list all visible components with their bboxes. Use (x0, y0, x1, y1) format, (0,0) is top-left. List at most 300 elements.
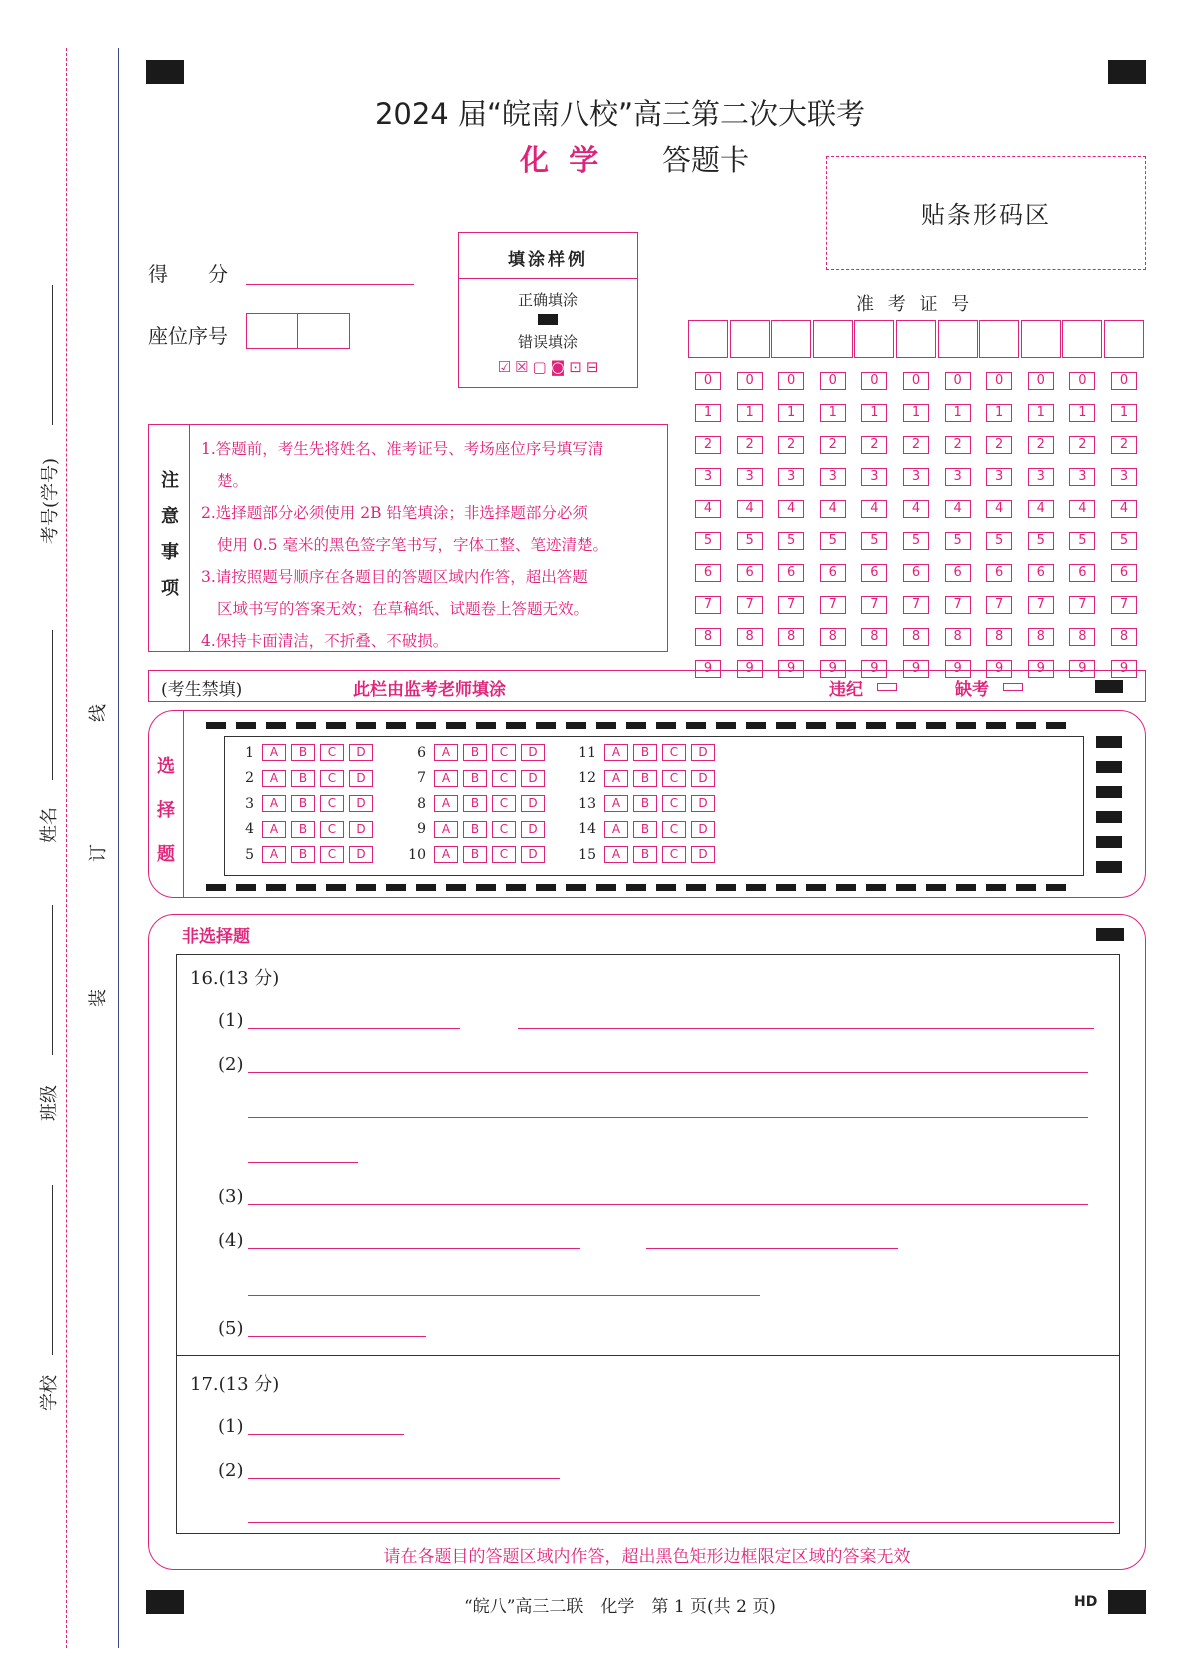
exam-id-box[interactable] (688, 320, 728, 358)
violation-label: 违纪 (829, 680, 863, 700)
exam-id-digit-bubble[interactable]: 9 (861, 660, 887, 678)
notes-line: 区域书写的答案无效；在草稿纸、试题卷上答题无效。 (217, 600, 590, 618)
exam-id-digit-bubble[interactable]: 5 (737, 532, 763, 550)
q16-part4-label: (4) (218, 1230, 244, 1251)
mc-title (155, 745, 177, 877)
exam-id-digit-bubble[interactable]: 2 (986, 436, 1012, 454)
exam-id-box[interactable] (813, 320, 853, 358)
exam-id-digit-bubble[interactable]: 6 (695, 564, 721, 582)
corner-marker-bl (146, 1590, 184, 1614)
mc-option-bubble[interactable]: C (320, 770, 344, 787)
mc-option-bubble[interactable]: D (349, 770, 373, 787)
notes-heading-char: 意 (161, 506, 179, 527)
mc-option-bubble[interactable]: B (633, 770, 657, 787)
mc-option-bubble[interactable]: D (521, 846, 545, 863)
exam-id-digit-bubble[interactable]: 7 (986, 596, 1012, 614)
mc-option-bubble[interactable]: D (691, 744, 715, 761)
mc-question-number: 13 (578, 795, 596, 812)
exam-id-digit-bubble[interactable]: 0 (1028, 372, 1054, 390)
exam-id-digit-bubble[interactable]: 4 (820, 500, 846, 518)
mc-question-number: 14 (578, 821, 596, 837)
exam-id-digit-bubble[interactable]: 4 (737, 500, 763, 518)
notes-text (201, 433, 661, 657)
mc-option-bubble[interactable]: D (521, 795, 545, 812)
exam-id-digit-bubble[interactable]: 5 (1069, 532, 1095, 550)
exam-id-digit-bubble[interactable]: 7 (695, 596, 721, 614)
mc-option-bubble[interactable]: D (521, 821, 545, 838)
exam-id-digit-bubble[interactable]: 6 (903, 564, 929, 582)
exam-id-digit-bubble[interactable]: 3 (820, 468, 846, 486)
proctor-bar (148, 670, 1146, 702)
mc-option-bubble[interactable]: C (492, 821, 516, 838)
exam-id-digit-bubble[interactable]: 3 (861, 468, 887, 486)
barcode-area (826, 156, 1146, 270)
mc-option-bubble[interactable]: C (662, 795, 686, 812)
mc-option-bubble[interactable]: D (349, 821, 373, 838)
exam-id-digit-bubble[interactable]: 1 (695, 404, 721, 422)
exam-id-box[interactable] (979, 320, 1019, 358)
exam-id-digit-column (903, 372, 929, 692)
exam-id-digit-bubble[interactable]: 8 (1069, 628, 1095, 646)
q16-label: 16.(13 分) (190, 968, 280, 989)
mc-option-bubble[interactable]: A (262, 821, 286, 838)
corner-marker-tl (146, 60, 184, 84)
exam-id-digit-bubble[interactable]: 1 (861, 404, 887, 422)
mc-question-row (574, 821, 720, 838)
mc-option-bubble[interactable]: A (262, 795, 286, 812)
mc-option-bubble[interactable]: B (633, 821, 657, 838)
q17-part2-label: (2) (218, 1460, 244, 1481)
exam-id-digit-bubble[interactable]: 1 (1069, 404, 1095, 422)
exam-id-digit-bubble[interactable]: 2 (1069, 436, 1095, 454)
mc-option-bubble[interactable]: B (291, 770, 315, 787)
nonmc-title: 非选择题 (182, 927, 250, 947)
violation-bubble[interactable] (877, 683, 897, 691)
exam-id-digit-bubble[interactable]: 9 (820, 660, 846, 678)
footer-code: HD (1074, 1594, 1098, 1610)
mc-option-bubble[interactable]: B (291, 795, 315, 812)
notes-line: 2.选择题部分必须使用 2B 铅笔填涂；非选择题部分必须 (201, 504, 588, 522)
exam-id-digit-bubble[interactable]: 2 (737, 436, 763, 454)
q16-part3-line[interactable] (248, 1204, 1088, 1205)
exam-id-digit-bubble[interactable]: 6 (861, 564, 887, 582)
exam-id-digit-bubble[interactable]: 6 (986, 564, 1012, 582)
exam-id-digit-bubble[interactable]: 7 (1028, 596, 1054, 614)
mc-option-bubble[interactable]: B (291, 821, 315, 838)
exam-id-digit-column (1069, 372, 1095, 692)
mc-option-bubble[interactable]: A (434, 744, 458, 761)
notes-heading-char: 项 (161, 578, 179, 599)
q16-part2-line-3[interactable] (248, 1162, 358, 1163)
mc-question-number: 6 (417, 744, 426, 761)
exam-id-digit-bubble[interactable]: 3 (903, 468, 929, 486)
mc-option-bubble[interactable]: C (662, 744, 686, 761)
mc-option-bubble[interactable]: D (349, 795, 373, 812)
wrong-mark-sample: ☒ (515, 358, 529, 376)
exam-id-digit-bubble[interactable]: 1 (1028, 404, 1054, 422)
mc-option-bubble[interactable]: C (662, 770, 686, 787)
mc-option-bubble[interactable]: A (434, 821, 458, 838)
mc-option-bubble[interactable]: C (492, 744, 516, 761)
nonmc-marker (1096, 928, 1124, 941)
exam-id-digit-bubble[interactable]: 1 (945, 404, 971, 422)
mc-option-bubble[interactable]: B (633, 795, 657, 812)
wrong-mark-sample: ◙ (550, 358, 566, 376)
exam-id-digit-bubble[interactable]: 7 (1111, 596, 1137, 614)
mc-option-bubble[interactable]: A (262, 744, 286, 761)
exam-id-digit-bubble[interactable]: 1 (903, 404, 929, 422)
exam-id-digit-bubble[interactable]: 5 (1111, 532, 1137, 550)
sidebar-install-char: 装 (88, 989, 109, 1007)
exam-id-digit-bubble[interactable]: 8 (778, 628, 804, 646)
exam-id-digit-bubble[interactable]: 5 (945, 532, 971, 550)
exam-id-digit-bubble[interactable]: 7 (903, 596, 929, 614)
exam-id-digit-bubble[interactable]: 0 (820, 372, 846, 390)
exam-id-digit-column (1111, 372, 1137, 692)
mc-option-bubble[interactable]: B (633, 846, 657, 863)
exam-id-box[interactable] (938, 320, 978, 358)
mc-option-bubble[interactable]: B (291, 744, 315, 761)
exam-id-digit-bubble[interactable]: 9 (903, 660, 929, 678)
exam-id-digit-bubble[interactable]: 8 (945, 628, 971, 646)
sidebar-class-label: 班级 (39, 1085, 60, 1121)
exam-id-digit-bubble[interactable]: 0 (986, 372, 1012, 390)
mc-option-bubble[interactable]: A (262, 770, 286, 787)
exam-id-digit-bubble[interactable]: 8 (903, 628, 929, 646)
mc-option-bubble[interactable]: B (463, 821, 487, 838)
mc-option-bubble[interactable]: D (521, 744, 545, 761)
exam-id-box[interactable] (1104, 320, 1144, 358)
exam-id-box[interactable] (771, 320, 811, 358)
proctor-text: 此栏由监考老师填涂 (353, 680, 506, 700)
sidebar-line-char: 线 (88, 704, 109, 722)
footer-warning: 请在各题目的答题区域内作答，超出黑色矩形边框限定区域的答案无效 (383, 1547, 911, 1567)
exam-id-digit-bubble[interactable]: 3 (945, 468, 971, 486)
exam-id-digit-bubble[interactable]: 0 (903, 372, 929, 390)
mc-question-row (232, 846, 378, 863)
mc-option-bubble[interactable]: C (320, 795, 344, 812)
mc-option-bubble[interactable]: B (463, 846, 487, 863)
q16-part2-line-1[interactable] (248, 1072, 1088, 1073)
score-label: 得 分 (148, 262, 228, 286)
q17-part1-line[interactable] (248, 1434, 404, 1435)
exam-id-digit-bubble[interactable]: 9 (778, 660, 804, 678)
mc-question-number: 15 (578, 846, 596, 863)
exam-id-digit-bubble[interactable]: 8 (861, 628, 887, 646)
exam-id-digit-column (737, 372, 763, 692)
mc-option-bubble[interactable]: A (604, 744, 628, 761)
exam-id-digit-bubble[interactable]: 3 (986, 468, 1012, 486)
q16-part4-line-b[interactable] (646, 1248, 898, 1249)
q17-part2-line[interactable] (248, 1478, 560, 1479)
mc-question-row (404, 770, 550, 787)
exam-no-field[interactable] (52, 285, 53, 425)
mc-option-bubble[interactable]: C (320, 846, 344, 863)
wrong-mark-sample: ⊟ (585, 358, 599, 376)
exam-id-box[interactable] (854, 320, 894, 358)
timing-track-bottom (206, 884, 1076, 891)
mc-option-bubble[interactable]: C (320, 744, 344, 761)
exam-id-digit-bubble[interactable]: 2 (903, 436, 929, 454)
exam-id-digit-bubble[interactable]: 2 (778, 436, 804, 454)
proctor-forbidden: (考生禁填) (161, 680, 243, 700)
notes-heading-char: 注 (161, 470, 179, 491)
exam-id-box[interactable] (730, 320, 770, 358)
q16-part5-label: (5) (218, 1318, 244, 1339)
exam-id-digit-bubble[interactable]: 7 (737, 596, 763, 614)
exam-id-digit-bubble[interactable]: 6 (1028, 564, 1054, 582)
school-field[interactable] (52, 1185, 53, 1355)
exam-id-digit-bubble[interactable]: 0 (945, 372, 971, 390)
exam-id-digit-bubble[interactable]: 3 (737, 468, 763, 486)
footer-page-info: “皖八”高三二联 化学 第 1 页(共 2 页) (464, 1597, 776, 1617)
timing-marker (1096, 836, 1122, 848)
exam-id-digit-bubble[interactable]: 2 (945, 436, 971, 454)
absent-bubble[interactable] (1003, 683, 1023, 691)
mc-option-bubble[interactable]: D (691, 795, 715, 812)
mc-question-row (574, 744, 720, 761)
mc-option-bubble[interactable]: B (291, 846, 315, 863)
exam-id-digit-bubble[interactable]: 6 (1111, 564, 1137, 582)
exam-id-digit-bubble[interactable]: 9 (986, 660, 1012, 678)
q16-part2-line-2[interactable] (248, 1117, 1088, 1118)
timing-marker (1096, 761, 1122, 773)
exam-id-digit-bubble[interactable]: 9 (695, 660, 721, 678)
mc-option-bubble[interactable]: D (691, 846, 715, 863)
notes-line: 使用 0.5 毫米的黑色签字笔书写，字体工整、笔迹清楚。 (217, 536, 609, 554)
exam-id-digit-bubble[interactable]: 9 (1028, 660, 1054, 678)
mc-option-bubble[interactable]: B (633, 744, 657, 761)
exam-id-digit-bubble[interactable]: 9 (737, 660, 763, 678)
mc-question-number: 10 (408, 846, 426, 863)
mc-title-char: 择 (157, 800, 175, 821)
corner-marker-br (1108, 1590, 1146, 1614)
q17-part2-line-b[interactable] (248, 1522, 1114, 1523)
name-field[interactable] (52, 630, 53, 780)
wrong-mark-sample: ☑ (497, 358, 512, 376)
exam-id-digit-bubble[interactable]: 3 (778, 468, 804, 486)
seat-label: 座位序号 (148, 324, 228, 348)
notes-line: 4.保持卡面清洁，不折叠、不破损。 (201, 632, 449, 650)
exam-id-digit-bubble[interactable]: 9 (1069, 660, 1095, 678)
mc-option-bubble[interactable]: A (434, 795, 458, 812)
exam-id-digit-bubble[interactable]: 3 (1069, 468, 1095, 486)
exam-id-digit-bubble[interactable]: 3 (1028, 468, 1054, 486)
exam-id-digit-bubble[interactable]: 4 (1028, 500, 1054, 518)
exam-id-digit-bubble[interactable]: 4 (1111, 500, 1137, 518)
exam-id-digit-bubble[interactable]: 4 (861, 500, 887, 518)
exam-id-digit-bubble[interactable]: 2 (820, 436, 846, 454)
exam-id-digit-bubble[interactable]: 4 (945, 500, 971, 518)
exam-id-digit-bubble[interactable]: 6 (820, 564, 846, 582)
exam-id-digit-bubble[interactable]: 8 (1111, 628, 1137, 646)
exam-id-digit-bubble[interactable]: 8 (737, 628, 763, 646)
exam-id-digit-column (1028, 372, 1054, 692)
mc-title-char: 选 (157, 756, 175, 777)
notes-box (148, 424, 668, 652)
q16-part4-line-a[interactable] (248, 1248, 580, 1249)
mc-option-bubble[interactable]: B (463, 770, 487, 787)
exam-id-digit-bubble[interactable]: 3 (1111, 468, 1137, 486)
sidebar-name-label: 姓名 (39, 807, 60, 843)
exam-id-digit-bubble[interactable]: 6 (1069, 564, 1095, 582)
notes-heading-char: 事 (161, 542, 179, 563)
mc-question-row (232, 821, 378, 838)
mc-option-bubble[interactable]: C (492, 795, 516, 812)
exam-id-box[interactable] (1062, 320, 1102, 358)
exam-id-digit-bubble[interactable]: 4 (778, 500, 804, 518)
fill-wrong-samples (459, 358, 637, 376)
q16-part5-line[interactable] (248, 1336, 426, 1337)
exam-id-digit-bubble[interactable]: 5 (820, 532, 846, 550)
wrong-mark-sample: ⊡ (569, 358, 582, 376)
q17-label: 17.(13 分) (190, 1374, 280, 1395)
exam-id-digit-bubble[interactable]: 6 (737, 564, 763, 582)
exam-id-digit-bubble[interactable]: 5 (986, 532, 1012, 550)
mc-option-bubble[interactable]: C (492, 846, 516, 863)
mc-option-bubble[interactable]: A (434, 846, 458, 863)
timing-marker (1096, 811, 1122, 823)
exam-id-digit-bubble[interactable]: 9 (1111, 660, 1137, 678)
mc-option-bubble[interactable]: C (492, 770, 516, 787)
mc-option-bubble[interactable]: A (604, 770, 628, 787)
mc-question-row (232, 770, 378, 787)
exam-id-digit-bubble[interactable]: 8 (820, 628, 846, 646)
exam-id-digit-bubble[interactable]: 1 (986, 404, 1012, 422)
mc-question-row (232, 795, 378, 812)
mc-option-bubble[interactable]: C (662, 846, 686, 863)
exam-id-digit-bubble[interactable]: 0 (737, 372, 763, 390)
exam-id-digit-bubble[interactable]: 0 (1069, 372, 1095, 390)
exam-id-box[interactable] (1021, 320, 1061, 358)
exam-id-digit-bubble[interactable]: 9 (945, 660, 971, 678)
seat-field[interactable] (246, 313, 350, 349)
exam-id-digit-bubble[interactable]: 6 (778, 564, 804, 582)
mc-question-number: 11 (578, 744, 596, 761)
exam-id-box[interactable] (896, 320, 936, 358)
page-title: 2024 届“皖南八校”高三第二次大联考 (374, 97, 866, 131)
exam-id-digit-bubble[interactable]: 6 (945, 564, 971, 582)
exam-id-digit-bubble[interactable]: 7 (820, 596, 846, 614)
exam-id-digit-bubble[interactable]: 7 (1069, 596, 1095, 614)
q16-part1-line-a[interactable] (248, 1028, 460, 1029)
exam-id-digit-bubble[interactable]: 4 (903, 500, 929, 518)
exam-id-digit-bubble[interactable]: 5 (1028, 532, 1054, 550)
q16-part4-line-c[interactable] (248, 1295, 760, 1296)
exam-id-digit-bubble[interactable]: 8 (695, 628, 721, 646)
exam-id-digit-bubble[interactable]: 4 (1069, 500, 1095, 518)
exam-id-digit-bubble[interactable]: 1 (778, 404, 804, 422)
mc-question-number: 1 (245, 744, 254, 761)
exam-id-digit-column (820, 372, 846, 692)
fill-correct-sample (538, 314, 558, 325)
mc-option-bubble[interactable]: C (320, 821, 344, 838)
mc-option-bubble[interactable]: D (691, 821, 715, 838)
subject-title: 化 学 (520, 143, 599, 177)
fill-example-title: 填涂样例 (508, 250, 588, 270)
mc-option-bubble[interactable]: D (349, 744, 373, 761)
binding-line (118, 48, 119, 1648)
exam-id-digit-bubble[interactable]: 4 (695, 500, 721, 518)
mc-option-bubble[interactable]: D (691, 770, 715, 787)
mc-option-bubble[interactable]: A (604, 846, 628, 863)
mc-option-bubble[interactable]: A (604, 795, 628, 812)
exam-id-digit-bubble[interactable]: 0 (1111, 372, 1137, 390)
exam-id-digit-bubble[interactable]: 2 (1028, 436, 1054, 454)
exam-id-digit-bubble[interactable]: 7 (861, 596, 887, 614)
timing-marker (1096, 786, 1122, 798)
exam-id-digit-column (861, 372, 887, 692)
exam-id-digit-column (945, 372, 971, 692)
exam-id-digit-bubble[interactable]: 1 (820, 404, 846, 422)
exam-id-digit-bubble[interactable]: 5 (695, 532, 721, 550)
exam-id-digit-bubble[interactable]: 3 (695, 468, 721, 486)
mc-option-bubble[interactable]: B (463, 795, 487, 812)
mc-option-bubble[interactable]: D (349, 846, 373, 863)
exam-id-label: 准 考 证 号 (856, 294, 974, 315)
class-field[interactable] (52, 905, 53, 1055)
exam-id-digit-bubble[interactable]: 0 (778, 372, 804, 390)
mc-title-char: 题 (157, 844, 175, 865)
exam-id-digit-bubble[interactable]: 4 (986, 500, 1012, 518)
mc-question-number: 9 (417, 821, 426, 837)
q17-part1-label: (1) (218, 1416, 244, 1437)
mc-option-bubble[interactable]: C (662, 821, 686, 838)
exam-id-digit-bubble[interactable]: 7 (945, 596, 971, 614)
timing-marker (1096, 861, 1122, 873)
mc-question-number: 4 (245, 821, 254, 837)
mc-question-number: 5 (245, 846, 254, 863)
exam-id-digit-bubble[interactable]: 0 (861, 372, 887, 390)
exam-id-digit-bubble[interactable]: 5 (903, 532, 929, 550)
exam-id-digit-bubble[interactable]: 2 (1111, 436, 1137, 454)
exam-id-digit-bubble[interactable]: 8 (1028, 628, 1054, 646)
mc-option-bubble[interactable]: A (434, 770, 458, 787)
cut-line (66, 48, 67, 1648)
mc-question-row (404, 846, 550, 863)
mc-question-number: 12 (578, 770, 596, 786)
q16-part1-label: (1) (218, 1010, 244, 1031)
mc-option-bubble[interactable]: A (262, 846, 286, 863)
exam-id-digit-bubble[interactable]: 2 (861, 436, 887, 454)
mc-question-number: 3 (245, 795, 254, 812)
notes-line: 3.请按照题号顺序在各题目的答题区域内作答，超出答题 (201, 568, 588, 586)
mc-question-number: 2 (245, 770, 254, 786)
wrong-mark-sample: ▢ (532, 358, 547, 376)
exam-id-digit-bubble[interactable]: 2 (695, 436, 721, 454)
mc-option-bubble[interactable]: A (604, 821, 628, 838)
fill-wrong-label: 错误填涂 (517, 333, 578, 351)
card-type-title: 答题卡 (662, 143, 750, 177)
exam-id-digit-bubble[interactable]: 7 (778, 596, 804, 614)
mc-question-row (404, 744, 550, 761)
mc-question-row (574, 795, 720, 812)
exam-id-digit-bubble[interactable]: 5 (778, 532, 804, 550)
mc-question-row (404, 795, 550, 812)
barcode-area-label: 贴条形码区 (921, 201, 1051, 229)
exam-id-digit-bubble[interactable]: 1 (737, 404, 763, 422)
score-field[interactable] (246, 284, 414, 285)
exam-id-digit-bubble[interactable]: 1 (1111, 404, 1137, 422)
exam-id-digit-bubble[interactable]: 0 (695, 372, 721, 390)
exam-id-digit-bubble[interactable]: 8 (986, 628, 1012, 646)
mc-question-row (232, 744, 378, 761)
q16-part1-line-b[interactable] (518, 1028, 1094, 1029)
mc-option-bubble[interactable]: B (463, 744, 487, 761)
exam-id-digit-bubble[interactable]: 5 (861, 532, 887, 550)
corner-marker-tr (1108, 60, 1146, 84)
mc-option-bubble[interactable]: D (521, 770, 545, 787)
